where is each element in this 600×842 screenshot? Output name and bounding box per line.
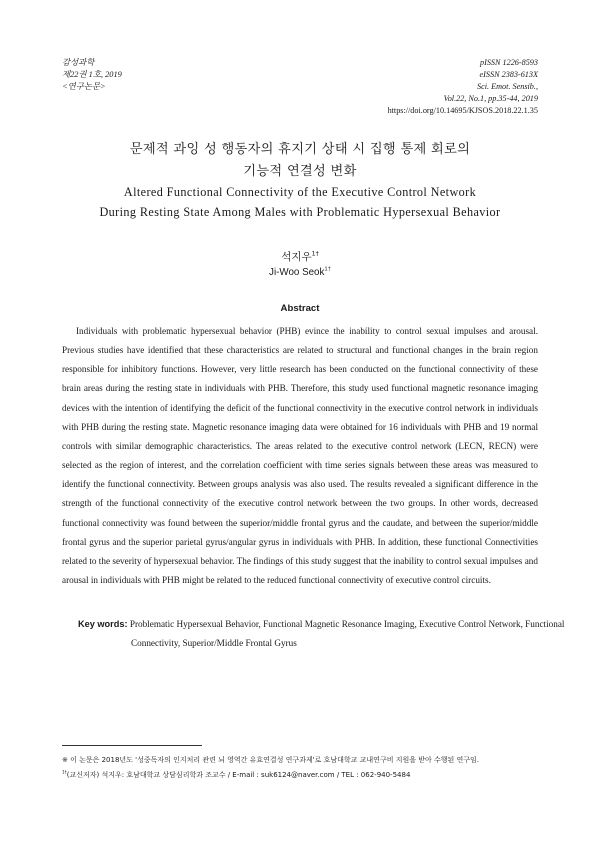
journal-header-right bbox=[388, 57, 538, 117]
pissn: pISSN 1226-8593 bbox=[480, 58, 538, 67]
keywords-label: Key words: bbox=[78, 619, 128, 629]
title-english-line1: Altered Functional Connectivity of the Executive Control Network bbox=[123, 185, 477, 199]
abstract-body: Individuals with problematic hypersexual behavior (PHB) evince the inability to control sexual impulses and arousal. Previous studies have identified that these characteristics are related to structural and functional changes in the brain region responsible for inhibitory functions. However, very little research has been conducted on the functional connectivity of these brain areas during the resting state in individuals with PHB. Therefore, this study used functional magnetic resonance imaging devices with the intention of identifying the deficit of the functional connectivity in the executive control network in individuals with PHB during the resting state. Magnetic resonance imaging data were obtained for 16 individuals with PHB and 19 normal controls with similar demographic characteristics. The areas related to the executive control network (LECN, RECN) were selected as the region of interest, and the correlation coefficient with time series signals between these areas was measured to identify the functional connectivity. Between groups analysis was also used. The results revealed a significant difference in the strength of the functional connectivity of the executive control network between the two groups. In other words, decreased functional connectivity was found between the superior/middle frontal gyrus and the caudate, and between the superior/middle frontal gyrus and the superior parietal gyrus/angular gyrus in individuals with PHB. In addition, these functional Connectivities related to the severity of hypersexual behavior. The findings of this study suggest that the inability to control sexual impulses and arousal in individuals with PHB might be related to the reduced functional connectivity of executive control circuits. bbox=[62, 326, 538, 586]
footnote-corresponding-text: (교신저자) 석지우: 호남대학교 상담심리학과 조교수 / E-mail : suk6124@naver.com / TEL : 062-940-5484 bbox=[66, 771, 411, 779]
title-english-line2: During Resting State Among Males with Problematic Hypersexual Behavior bbox=[99, 205, 501, 219]
keywords-text: Problematic Hypersexual Behavior, Functional Magnetic Resonance Imaging, Executive Control Network, Functional Connectivity, Superior/Middle Frontal Gyrus bbox=[129, 619, 565, 648]
title-korean-line1: 문제적 과잉 성 행동자의 휴지기 상태 시 집행 통제 회로의 bbox=[129, 142, 471, 157]
author-korean bbox=[0, 249, 600, 264]
footnote-mark: 1† bbox=[62, 769, 67, 775]
abstract-heading: Abstract bbox=[280, 303, 320, 314]
eissn: eISSN 2383-613X bbox=[479, 70, 538, 79]
author-name-english: Ji-Woo Seok bbox=[269, 267, 325, 278]
journal-header-left bbox=[62, 57, 122, 93]
keywords bbox=[78, 615, 593, 652]
footnote-corresponding-author bbox=[62, 768, 410, 782]
article-type: <연구논문> bbox=[62, 82, 106, 91]
author-affiliation-mark-en: 1† bbox=[324, 266, 331, 273]
author-affiliation-mark: 1† bbox=[311, 250, 319, 258]
author-english bbox=[0, 267, 600, 278]
volume-pages: Vol.22, No.1, pp.35-44, 2019 bbox=[443, 94, 538, 103]
author-name-korean: 석지우 bbox=[281, 251, 312, 263]
journal-abbrev: Sci. Emot. Sensib., bbox=[477, 82, 538, 91]
doi-link[interactable]: https://doi.org/10.14695/KJSOS.2018.22.1.35 bbox=[387, 106, 538, 115]
footnote-divider bbox=[62, 745, 202, 746]
footnote-funding: ※ 이 논문은 2018년도 '성중독자의 인지처리 관련 뇌 영역간 유효연결성 연구과제'로 호남대학교 교내연구비 지원을 받아 수행된 연구임. bbox=[62, 756, 479, 764]
title-korean-line2: 기능적 연결성 변화 bbox=[243, 164, 357, 179]
title-english bbox=[0, 182, 600, 222]
title-korean bbox=[0, 139, 600, 183]
journal-name: 감성과학 bbox=[62, 58, 95, 67]
journal-volume: 제22권 1호, 2019 bbox=[62, 70, 122, 79]
